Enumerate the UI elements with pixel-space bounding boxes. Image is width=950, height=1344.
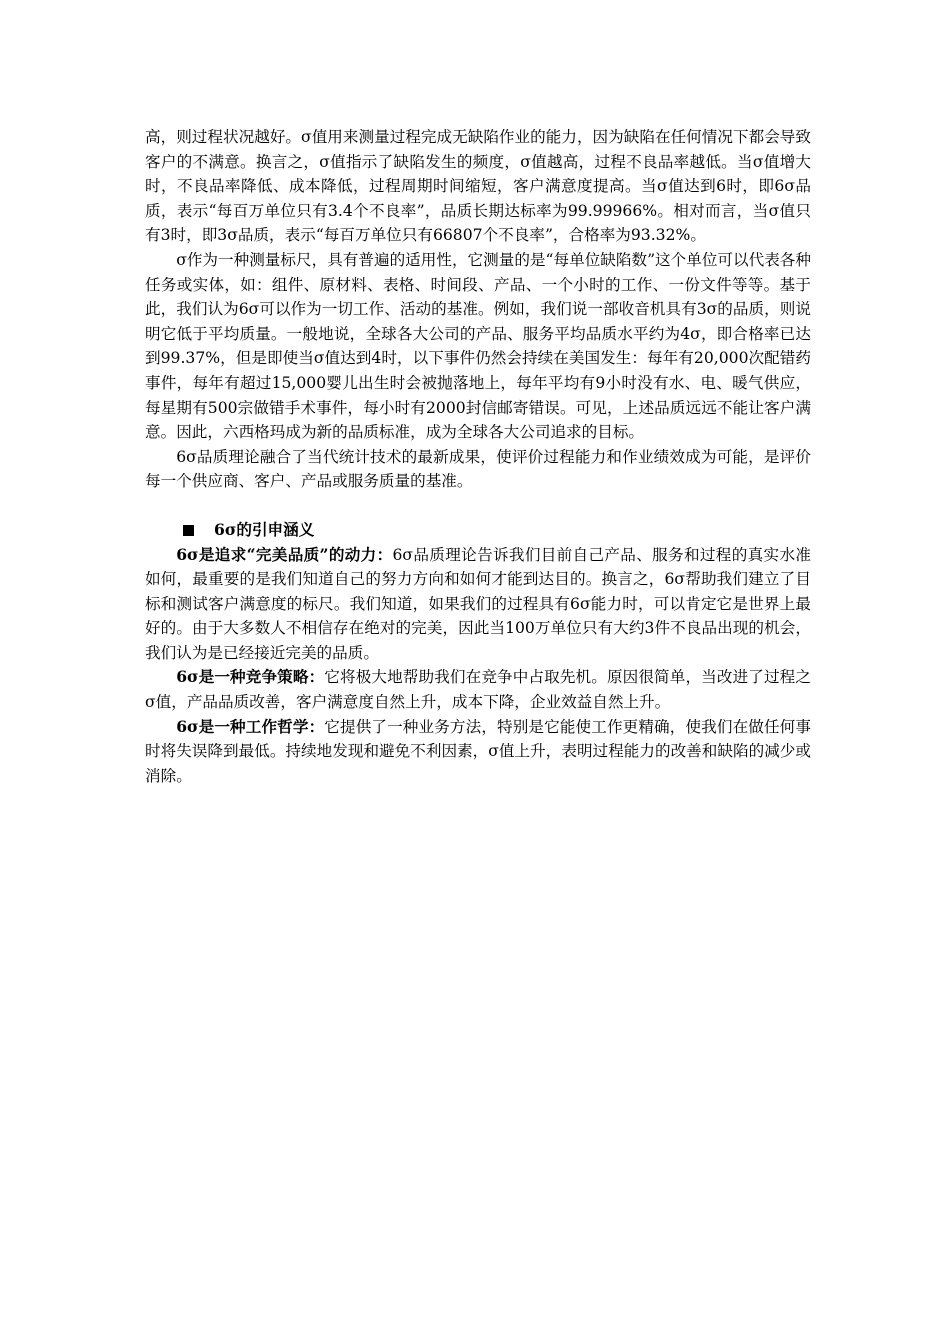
item-text: 它将极大地帮助我们在竞争中占取先机。原因很简单，当改进了过程之σ值，产品品质改善，客户满意度自然上升，成本下降，企业效益自然上升。	[145, 668, 811, 712]
item-competitive-strategy	[145, 665, 811, 714]
section-heading	[145, 518, 811, 543]
item-perfect-quality	[145, 543, 811, 666]
document-page	[145, 125, 811, 788]
item-text: 6σ品质理论告诉我们目前自己产品、服务和过程的真实水准如何，最重要的是我们知道自己的努力方向和如何才能到达目的。换言之，6σ帮助我们建立了目标和测试客户满意度的标尺。我们知道，如果我们的过程具有6σ能力时，可以肯定它是世界上最好的。由于大多数人不相信存在绝对的完美，因此当100万单位只有大约3件不良品出现的机会，我们认为是已经接近完美的品质。	[145, 545, 811, 662]
square-bullet-icon	[183, 525, 194, 536]
paragraph-continuation: 高，则过程状况越好。σ值用来测量过程完成无缺陷作业的能力，因为缺陷在任何情况下都会导致客户的不满意。换言之，σ值指示了缺陷发生的频度，σ值越高，过程不良品率越低。当σ值增大时，不良品率降低、成本降低，过程周期时间缩短，客户满意度提高。当σ值达到6时，即6σ品质，表示“每百万单位只有3.4个不良率”，品质长期达标率为99.99966%。相对而言，当σ值只有3时，即3σ品质，表示“每百万单位只有66807个不良率”，合格率为93.32%。	[145, 128, 811, 245]
item-text: 它提供了一种业务方法，特别是它能使工作更精确，使我们在做任何事时将失误降到最低。持续地发现和避免不利因素，σ值上升，表明过程能力的改善和缺陷的减少或消除。	[145, 717, 811, 785]
item-lead: 6σ是一种工作哲学：	[176, 716, 325, 736]
item-lead: 6σ是一种竞争策略：	[176, 667, 325, 687]
item-work-philosophy	[145, 715, 811, 789]
paragraph-sigma-measure: σ作为一种测量标尺，具有普遍的适用性，它测量的是“每单位缺陷数”这个单位可以代表各种任务或实体，如：组件、原材料、表格、时间段、产品、一个小时的工作、一份文件等等。基于此，我们认为6σ可以作为一切工作、活动的基准。例如，我们说一部收音机具有3σ的品质，则说明它低于平均质量。一般地说，全球各大公司的产品、服务平均品质水平约为4σ，即合格率已达到99.37%，但是即使当σ值达到4时，以下事件仍然会持续在美国发生：每年有20,000次配错药事件，每年有超过15,000婴儿出生时会被抛落地上，每年平均有9小时没有水、电、暖气供应，每星期有500宗做错手术事件，每小时有2000封信邮寄错误。可见，上述品质远远不能让客户满意。因此，六西格玛成为新的品质标准，成为全球各大公司追求的目标。	[145, 250, 811, 442]
section-extended-meaning	[145, 518, 811, 789]
paragraph-sigma-theory: 6σ品质理论融合了当代统计技术的最新成果，使评价过程能力和作业绩效成为可能，是评价每一个供应商、客户、产品或服务质量的基准。	[145, 447, 811, 491]
section-heading-text: 6σ的引申涵义	[214, 519, 315, 539]
item-lead: 6σ是追求“完美品质”的动力：	[176, 544, 393, 564]
